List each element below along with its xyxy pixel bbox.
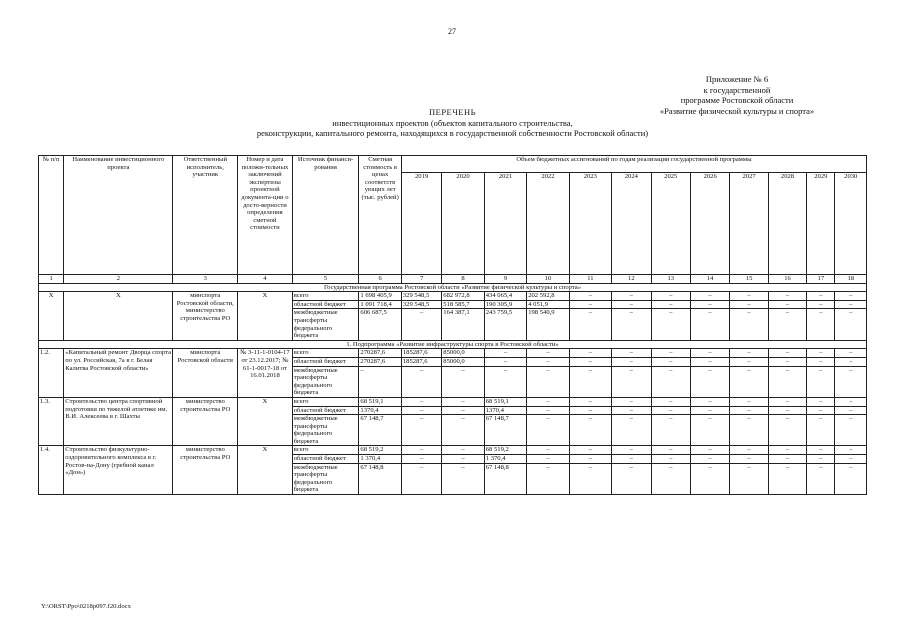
project-name: Строительство физкультурно-оздоровительного комплекса в г. Ростов-на-Дону (гребной канал «Дон») [64, 446, 173, 495]
estimated-cost: 270287,6 [359, 357, 401, 366]
year-value: 68 519,1 [484, 397, 526, 406]
project-name: Строительство центра спортивной подготовки по тяжелой атлетике им. В.И. Алексеева в г. Шахты [64, 397, 173, 446]
year-value: – [569, 446, 611, 455]
header-name: Наименование инвестиционного проекта [64, 156, 173, 275]
year-value: – [730, 309, 768, 340]
year-value: – [835, 300, 867, 309]
year-value: – [690, 397, 729, 406]
year-value: – [690, 349, 729, 358]
funding-source: всего [292, 292, 359, 301]
year-value: – [835, 415, 867, 446]
column-number: 9 [484, 275, 526, 284]
year-value: 4 051,9 [527, 300, 569, 309]
year-value: – [527, 406, 569, 415]
estimated-cost: 1 698 405,9 [359, 292, 401, 301]
year-value: 434 065,4 [484, 292, 526, 301]
year-value: – [835, 349, 867, 358]
year-value: 67 148,8 [484, 463, 526, 494]
funding-source: межбюджетные трансферты федерального бюджета [292, 366, 359, 397]
column-number: 5 [292, 275, 359, 284]
year-value: – [651, 366, 690, 397]
year-value: – [612, 463, 651, 494]
year-value: – [730, 463, 768, 494]
year-value: – [484, 357, 526, 366]
year-value: – [651, 406, 690, 415]
year-value: – [768, 349, 806, 358]
year-value: 243 759,5 [484, 309, 526, 340]
year-value: – [768, 300, 806, 309]
year-value: 85000,0 [442, 357, 484, 366]
header-num: № п/п [39, 156, 64, 275]
year-value: – [768, 292, 806, 301]
year-value: – [690, 415, 729, 446]
year-value: – [569, 309, 611, 340]
appendix-line: Приложение № 6 [705, 74, 769, 84]
year-value: – [651, 446, 690, 455]
year-header: 2026 [690, 173, 729, 275]
year-value: – [768, 415, 806, 446]
funding-source: областной бюджет [292, 300, 359, 309]
year-value: – [651, 309, 690, 340]
year-value: – [768, 397, 806, 406]
column-number: 14 [690, 275, 729, 284]
year-value: – [612, 366, 651, 397]
year-header: 2023 [569, 173, 611, 275]
project-executor: минспорта Ростовской области [173, 349, 238, 398]
year-value: 1370,4 [484, 406, 526, 415]
funding-source: областной бюджет [292, 357, 359, 366]
year-value: – [569, 455, 611, 464]
project-number: X [39, 292, 64, 341]
column-number: 7 [401, 275, 441, 284]
year-value: – [527, 415, 569, 446]
year-value: – [527, 446, 569, 455]
column-number: 17 [807, 275, 835, 284]
title-line: ПЕРЕЧЕНЬ [429, 107, 476, 117]
year-value: – [442, 397, 484, 406]
year-value: – [651, 463, 690, 494]
year-value: – [401, 406, 441, 415]
funding-source: всего [292, 397, 359, 406]
project-number: 1.4. [39, 446, 64, 495]
project-number: 1.3. [39, 397, 64, 446]
column-number: 8 [442, 275, 484, 284]
year-value: – [690, 292, 729, 301]
column-number: 15 [730, 275, 768, 284]
year-value: – [401, 463, 441, 494]
funding-source: областной бюджет [292, 455, 359, 464]
year-value: – [527, 349, 569, 358]
year-value: – [612, 292, 651, 301]
year-value: 1 370,4 [484, 455, 526, 464]
year-value: – [730, 446, 768, 455]
year-value: 329 548,5 [401, 300, 441, 309]
year-value: – [730, 349, 768, 358]
year-value: – [835, 446, 867, 455]
table-body [39, 283, 867, 494]
year-value: – [768, 366, 806, 397]
year-value: – [835, 357, 867, 366]
subprogram-title: 1. Подпрограмма «Развитие инфраструктуры спорта в Ростовской области» [39, 340, 867, 349]
year-header: 2024 [612, 173, 651, 275]
year-value: – [835, 455, 867, 464]
estimated-cost: 1370,4 [359, 406, 401, 415]
year-value: – [612, 349, 651, 358]
year-value: 329 548,5 [401, 292, 441, 301]
year-value: – [401, 309, 441, 340]
year-value: – [527, 455, 569, 464]
table-row [39, 397, 867, 406]
header-expertise: Номер и дата положи-тельных заключений экспертизы проектной документа-ции о досто-верности определения сметной стоимости [238, 156, 293, 275]
year-value: – [442, 463, 484, 494]
year-header: 2025 [651, 173, 690, 275]
header-row [39, 156, 867, 173]
year-header: 2029 [807, 173, 835, 275]
year-value: – [569, 357, 611, 366]
project-name: X [64, 292, 173, 341]
year-value: 67 148,7 [484, 415, 526, 446]
year-value: – [612, 397, 651, 406]
year-value: – [807, 406, 835, 415]
year-value: – [768, 455, 806, 464]
year-value: – [835, 292, 867, 301]
project-expertise: № 3-11-1-0104-17 от 23.12.2017; № 61-1-0017-18 от 16.01.2018 [238, 349, 293, 398]
year-value: – [730, 455, 768, 464]
year-value: – [651, 455, 690, 464]
year-header: 2019 [401, 173, 441, 275]
year-value: – [730, 357, 768, 366]
estimated-cost: 1 370,4 [359, 455, 401, 464]
year-value: – [569, 300, 611, 309]
year-value: – [730, 300, 768, 309]
column-number: 10 [527, 275, 569, 284]
project-executor: министерство строительства РО [173, 397, 238, 446]
column-number: 11 [569, 275, 611, 284]
year-value: – [401, 397, 441, 406]
year-value: – [569, 415, 611, 446]
funding-source: всего [292, 349, 359, 358]
funding-source: межбюджетные трансферты федерального бюджета [292, 463, 359, 494]
year-value: – [569, 349, 611, 358]
year-value: – [651, 300, 690, 309]
year-value: 198 540,9 [527, 309, 569, 340]
estimated-cost: – [359, 366, 401, 397]
estimated-cost: 67 148,7 [359, 415, 401, 446]
program-title: Государственная программа Ростовской области «Развитие физической культуры и спорта» [39, 283, 867, 292]
year-value: – [690, 309, 729, 340]
year-value: – [612, 415, 651, 446]
estimated-cost: 606 687,5 [359, 309, 401, 340]
header-volume: Объем бюджетных ассигнований по годам реализации государственной программы [401, 156, 866, 173]
column-number: 2 [64, 275, 173, 284]
column-number: 16 [768, 275, 806, 284]
file-path-footer: Y:\ORST\Ppo\0218p097.f20.docx [41, 603, 131, 610]
year-value: – [527, 463, 569, 494]
year-value: – [612, 446, 651, 455]
column-number: 18 [835, 275, 867, 284]
year-value: – [401, 446, 441, 455]
year-value: – [730, 406, 768, 415]
year-value: – [442, 406, 484, 415]
year-value: – [569, 366, 611, 397]
year-value: – [768, 406, 806, 415]
year-value: 68 519,2 [484, 446, 526, 455]
year-value: – [527, 357, 569, 366]
estimated-cost: 1 091 718,4 [359, 300, 401, 309]
year-value: – [612, 300, 651, 309]
estimated-cost: 68 519,2 [359, 446, 401, 455]
year-header: 2022 [527, 173, 569, 275]
year-value: 85000,0 [442, 349, 484, 358]
year-value: – [612, 455, 651, 464]
year-value: – [835, 397, 867, 406]
year-value: 202 592,8 [527, 292, 569, 301]
year-value: – [690, 366, 729, 397]
funding-source: межбюджетные трансферты федерального бюджета [292, 309, 359, 340]
year-value: – [768, 357, 806, 366]
year-value: – [807, 463, 835, 494]
year-value: – [807, 446, 835, 455]
year-value: – [612, 357, 651, 366]
year-value: – [807, 349, 835, 358]
year-value: – [807, 397, 835, 406]
subprogram-row [39, 340, 867, 349]
header-cost: Сметная стоимость в ценах соответств ующих лет (тыс. рублей) [359, 156, 401, 275]
project-expertise: X [238, 446, 293, 495]
year-value: – [527, 366, 569, 397]
year-header: 2020 [442, 173, 484, 275]
year-value: – [401, 415, 441, 446]
year-value: – [807, 415, 835, 446]
year-header: 2030 [835, 173, 867, 275]
year-header: 2028 [768, 173, 806, 275]
column-number-row [39, 275, 867, 284]
column-number: 6 [359, 275, 401, 284]
investment-projects-table [38, 155, 867, 495]
appendix-line: к государственной [703, 84, 771, 95]
year-value: 185287,6 [401, 357, 441, 366]
program-row [39, 283, 867, 292]
year-value: – [690, 463, 729, 494]
project-executor: минспорта Ростовской области, министерство строительства РО [173, 292, 238, 341]
year-value: – [690, 357, 729, 366]
project-name: «Капитальный ремонт Дворца спорта по ул. Российская, 7а в г. Белая Калитва Ростовской области» [64, 349, 173, 398]
funding-source: межбюджетные трансферты федерального бюджета [292, 415, 359, 446]
year-value: – [527, 397, 569, 406]
year-value: – [807, 357, 835, 366]
title-line: инвестиционных проектов (объектов капитального строительства, [332, 117, 573, 128]
year-value: 682 972,8 [442, 292, 484, 301]
year-value: – [442, 415, 484, 446]
year-value: – [442, 455, 484, 464]
year-value: – [401, 455, 441, 464]
page-number: 27 [448, 27, 456, 36]
year-value: – [442, 366, 484, 397]
year-value: – [730, 292, 768, 301]
year-value: – [807, 455, 835, 464]
table-row [39, 446, 867, 455]
appendix-line: «Развитие физической культуры и спорта» [659, 105, 815, 116]
year-value: – [730, 397, 768, 406]
estimated-cost: 68 519,1 [359, 397, 401, 406]
document-title [0, 107, 905, 139]
year-value: 185287,6 [401, 349, 441, 358]
year-value: – [690, 446, 729, 455]
project-expertise: X [238, 397, 293, 446]
year-value: 518 585,7 [442, 300, 484, 309]
year-value: – [442, 446, 484, 455]
year-value: – [569, 406, 611, 415]
year-value: – [807, 300, 835, 309]
header-source: Источник финанси-рования [292, 156, 359, 275]
funding-source: всего [292, 446, 359, 455]
year-value: – [807, 366, 835, 397]
funding-source: областной бюджет [292, 406, 359, 415]
year-value: – [484, 349, 526, 358]
year-header: 2021 [484, 173, 526, 275]
year-value: – [835, 366, 867, 397]
column-number: 3 [173, 275, 238, 284]
year-value: – [690, 455, 729, 464]
header-executor: Ответственный исполнитель, участник [173, 156, 238, 275]
year-value: – [768, 463, 806, 494]
table-row [39, 292, 867, 301]
year-value: – [835, 463, 867, 494]
year-value: – [690, 406, 729, 415]
year-value: – [730, 415, 768, 446]
column-number: 4 [238, 275, 293, 284]
year-value: – [768, 309, 806, 340]
year-value: – [730, 366, 768, 397]
year-value: 190 305,9 [484, 300, 526, 309]
column-number: 13 [651, 275, 690, 284]
year-value: – [569, 463, 611, 494]
table-row [39, 349, 867, 358]
year-value: – [569, 292, 611, 301]
year-header: 2027 [730, 173, 768, 275]
year-value: – [807, 292, 835, 301]
year-value: – [835, 309, 867, 340]
year-value: – [612, 309, 651, 340]
year-value: – [612, 406, 651, 415]
column-number: 12 [612, 275, 651, 284]
year-value: – [807, 309, 835, 340]
year-value: – [768, 446, 806, 455]
year-value: – [690, 300, 729, 309]
project-number: 1.2. [39, 349, 64, 398]
year-value: – [484, 366, 526, 397]
project-executor: министерство строительства РО [173, 446, 238, 495]
column-number: 1 [39, 275, 64, 284]
year-value: – [651, 397, 690, 406]
project-expertise: X [238, 292, 293, 341]
year-value: 164 387,1 [442, 309, 484, 340]
estimated-cost: 270287,6 [359, 349, 401, 358]
year-value: – [569, 397, 611, 406]
year-value: – [651, 349, 690, 358]
year-value: – [835, 406, 867, 415]
year-value: – [651, 415, 690, 446]
year-value: – [401, 366, 441, 397]
year-value: – [651, 357, 690, 366]
year-value: – [651, 292, 690, 301]
title-line: реконструкции, капитального ремонта, находящихся в государственной собственности Ростовской области) [256, 128, 649, 138]
appendix-line: программе Ростовской области [680, 95, 794, 105]
estimated-cost: 67 148,8 [359, 463, 401, 494]
